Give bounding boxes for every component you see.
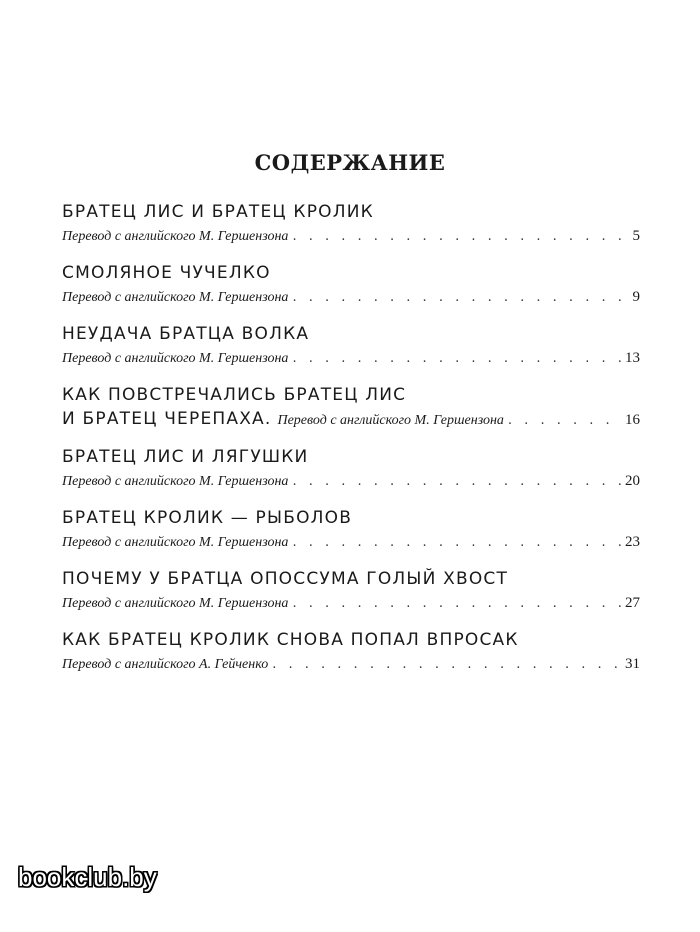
dot-leader — [292, 225, 622, 249]
entry-page-number: 27 — [625, 595, 640, 611]
entry-title: СМОЛЯНОЕ ЧУЧЕЛКО — [62, 263, 271, 283]
dot-leader — [272, 653, 621, 677]
toc-entry[interactable] — [62, 383, 640, 433]
entry-page-number: 5 — [632, 228, 640, 244]
entry-title: ПОЧЕМУ У БРАТЦА ОПОССУМА ГОЛЫЙ ХВОСТ — [62, 569, 509, 589]
toc-entry[interactable] — [62, 506, 640, 555]
entry-translator: Перевод с английского М. Гершензона — [62, 229, 289, 244]
entry-title-continued: И БРАТЕЦ ЧЕРЕПАХА. — [62, 409, 272, 429]
table-of-contents — [62, 200, 640, 689]
entry-translator: Перевод с английского М. Гершензона — [62, 474, 289, 489]
dot-leader — [292, 470, 621, 494]
entry-page-number: 9 — [632, 289, 640, 305]
entry-page-number: 13 — [625, 350, 640, 366]
entry-title: КАК БРАТЕЦ КРОЛИК СНОВА ПОПАЛ ВПРОСАК — [62, 630, 519, 650]
toc-entry[interactable] — [62, 322, 640, 371]
dot-leader — [292, 592, 621, 616]
entry-title: БРАТЕЦ ЛИС И ЛЯГУШКИ — [62, 447, 309, 467]
entry-page-number: 20 — [625, 473, 640, 489]
dot-leader — [292, 286, 622, 310]
entry-translator: Перевод с английского М. Гершензона — [62, 535, 289, 550]
toc-entry[interactable] — [62, 200, 640, 249]
page-title: СОДЕРЖАНИЕ — [254, 150, 446, 175]
entry-translator: Перевод с английского М. Гершензона — [62, 290, 289, 305]
entry-page-number: 23 — [625, 534, 640, 550]
entry-page-number: 31 — [625, 656, 640, 672]
toc-entry[interactable] — [62, 445, 640, 494]
dot-leader — [508, 409, 621, 433]
entry-title: БРАТЕЦ ЛИС И БРАТЕЦ КРОЛИК — [62, 202, 374, 222]
dot-leader — [292, 347, 621, 371]
entry-title: НЕУДАЧА БРАТЦА ВОЛКА — [62, 324, 310, 344]
entry-translator: Перевод с английского М. Гершензона — [62, 351, 289, 366]
entry-title: БРАТЕЦ КРОЛИК — РЫБОЛОВ — [62, 508, 353, 528]
watermark: bookclub.by — [18, 862, 157, 892]
entry-translator: Перевод с английского М. Гершензона — [62, 596, 289, 611]
entry-translator: Перевод с английского А. Гейченко — [62, 657, 269, 672]
toc-entry[interactable] — [62, 567, 640, 616]
dot-leader — [292, 531, 621, 555]
toc-entry[interactable] — [62, 261, 640, 310]
entry-translator: Перевод с английского М. Гершензона — [277, 413, 504, 428]
entry-page-number: 16 — [625, 412, 640, 428]
entry-title: КАК ПОВСТРЕЧАЛИСЬ БРАТЕЦ ЛИС — [62, 385, 407, 405]
toc-entry[interactable] — [62, 628, 640, 677]
